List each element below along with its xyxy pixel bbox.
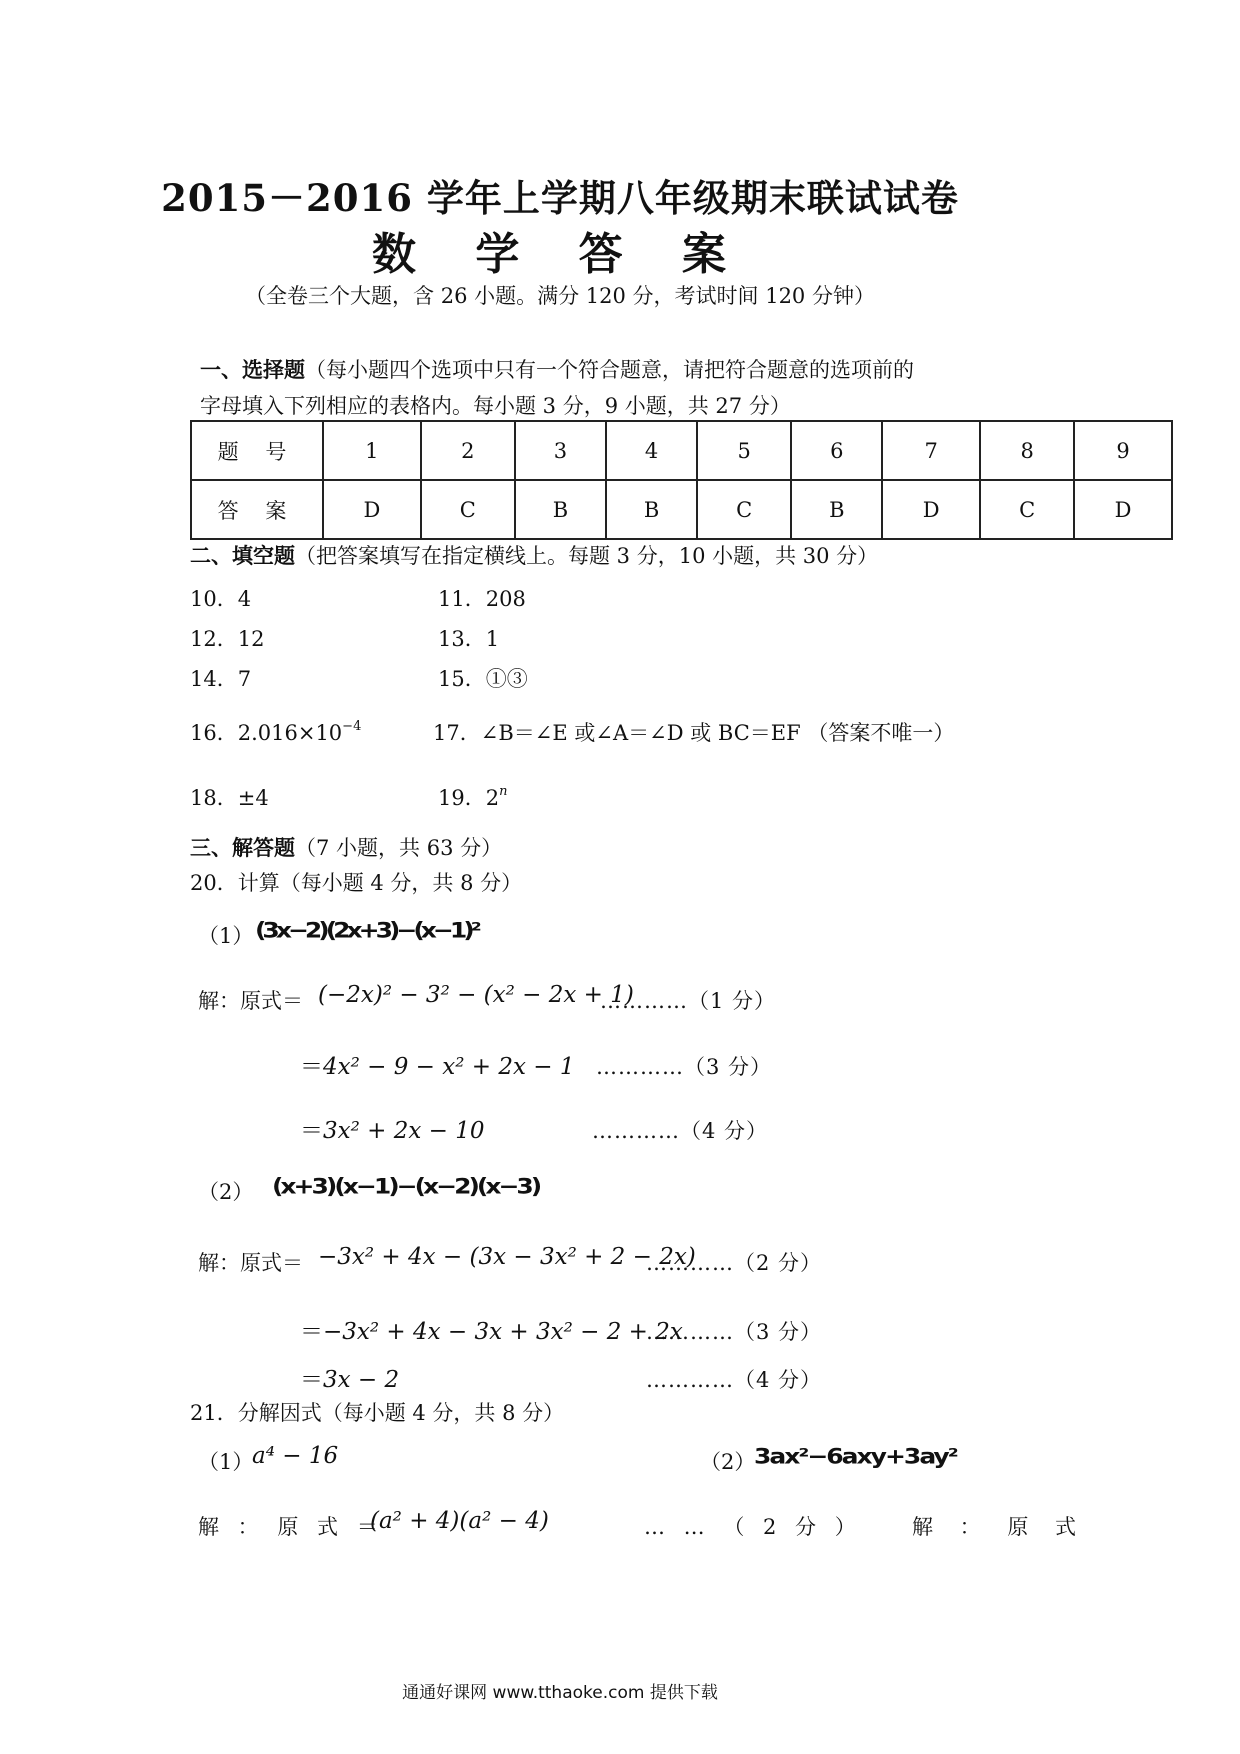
fill-answer-17: 17．∠B＝∠E 或∠A＝∠D 或 BC＝EF （答案不唯一）	[433, 721, 955, 745]
fill-answer-19-exponent: n	[499, 784, 508, 799]
answer-cell: C	[421, 480, 515, 539]
section1-desc-line1: （每小题四个选项中只有一个符合题意，请把符合题意的选项前的	[305, 358, 914, 382]
footer-watermark: 通通好课网 www.tthaoke.com 提供下载	[402, 1683, 718, 1703]
question-number-cell: 4	[606, 421, 697, 480]
fill-answer-14: 14．7	[190, 667, 252, 691]
section3-title: 三、解答题	[190, 835, 295, 860]
fill-answer-16-label: 16．	[190, 721, 238, 745]
fill-answer-15: 15．①③	[438, 667, 528, 691]
q20-2-line1-prefix: 解：原式＝	[198, 1251, 303, 1275]
q21-1-expression: a⁴ − 16	[252, 1443, 339, 1469]
answer-cell: D	[323, 480, 421, 539]
answer-cell: D	[882, 480, 980, 539]
q21-2-expression: 3ax²−6axy+3ay²	[754, 1444, 957, 1469]
fill-answer-16-value: 2.016×10	[237, 721, 343, 745]
q21-2-solution-prefix: 解 ： 原 式	[912, 1515, 1087, 1539]
q20-2-expression: (x+3)(x−1)−(x−2)(x−3)	[272, 1174, 540, 1199]
q20-1-line2	[300, 1048, 574, 1081]
q20-2-line1-expr: −3x² + 4x − (3x − 3x² + 2 − 2x)	[318, 1244, 696, 1270]
q20-1-line3-score: …………（4 分）	[592, 1119, 769, 1143]
q20-1-line3-expr: 3x² + 2x − 10	[323, 1118, 485, 1144]
answer-cell: C	[697, 480, 791, 539]
section3-desc: （7 小题，共 63 分）	[295, 836, 503, 860]
q20-2-line2-prefix: ＝	[300, 1319, 323, 1345]
section1-desc-line2: 字母填入下列相应的表格内。每小题 3 分，9 小题，共 27 分）	[200, 394, 791, 418]
question-number-cell: 3	[515, 421, 606, 480]
fill-answer-11: 11．208	[438, 587, 526, 611]
q20-1-line3-prefix: ＝	[300, 1118, 323, 1144]
row-header-number: 题 号	[191, 421, 323, 480]
question-number-cell: 1	[323, 421, 421, 480]
q20-1-line1-prefix: 解：原式＝	[198, 989, 303, 1013]
answer-cell: B	[515, 480, 606, 539]
fill-answer-19-value: 2	[485, 786, 500, 810]
q20-2-line3-score: …………（4 分）	[646, 1368, 823, 1392]
q20-2-line1-score: …………（2 分）	[646, 1251, 823, 1275]
q20-1-expression: (3x−2)(2x+3)−(x−1)²	[255, 918, 478, 943]
section1-title: 一、选择题	[200, 357, 305, 382]
q20-1-line2-score: …………（3 分）	[596, 1055, 773, 1079]
section1-heading	[200, 354, 914, 384]
fill-answer-16-exponent: −4	[342, 719, 362, 734]
question-number-cell: 8	[980, 421, 1074, 480]
question-number-row	[191, 421, 1172, 480]
fill-answer-19-label: 19．	[438, 786, 486, 810]
answer-row	[191, 480, 1172, 539]
choice-answer-table	[190, 420, 1173, 540]
question-number-cell: 2	[421, 421, 515, 480]
section2-desc: （把答案填写在指定横线上。每题 3 分，10 小题，共 30 分）	[295, 544, 879, 568]
fill-answer-16	[190, 717, 361, 747]
q20-2-label: （2）	[198, 1180, 254, 1204]
answer-cell: C	[980, 480, 1074, 539]
answer-cell: B	[791, 480, 882, 539]
exam-title: 2015－2016 学年上学期八年级期末联试试卷	[161, 176, 959, 220]
q21-1-solution-score: … … （ 2 分 ）	[644, 1515, 862, 1539]
q21-2-label: （2）	[700, 1450, 756, 1474]
fill-answer-18: 18．±4	[190, 786, 269, 810]
fill-answer-10: 10．4	[190, 587, 252, 611]
question-number-cell: 9	[1074, 421, 1172, 480]
q20-1-line3	[300, 1112, 484, 1145]
question-number-cell: 5	[697, 421, 791, 480]
fill-answer-13: 13．1	[438, 627, 500, 651]
section2-heading	[190, 540, 878, 570]
answer-cell: B	[606, 480, 697, 539]
q20-1-line1-expr: (−2x)² − 3² − (x² − 2x + 1)	[318, 982, 634, 1008]
q20-2-line2	[300, 1313, 683, 1346]
fill-answer-19	[438, 782, 507, 812]
q20-2-line2-score: …………（3 分）	[646, 1320, 823, 1344]
q21-title: 21．分解因式（每小题 4 分，共 8 分）	[190, 1401, 565, 1425]
q20-2-line3-prefix: ＝	[300, 1367, 323, 1393]
section3-heading	[190, 832, 502, 862]
q20-1-line2-expr: 4x² − 9 − x² + 2x − 1	[323, 1054, 575, 1080]
q20-1-line1-score: …………（1 分）	[600, 989, 777, 1013]
q21-1-solution-prefix: 解 ： 原 式 ＝	[198, 1515, 384, 1539]
row-header-answer: 答 案	[191, 480, 323, 539]
answer-cell: D	[1074, 480, 1172, 539]
exam-note: （全卷三个大题，含 26 小题。满分 120 分，考试时间 120 分钟）	[245, 284, 875, 308]
q20-2-line3	[300, 1361, 399, 1394]
question-number-cell: 6	[791, 421, 882, 480]
q20-1-line2-prefix: ＝	[300, 1054, 323, 1080]
subject-title: 数 学 答 案	[372, 229, 748, 280]
q21-1-solution-expr: (a² + 4)(a² − 4)	[370, 1508, 549, 1534]
q20-1-label: （1）	[198, 924, 254, 948]
q21-1-label: （1）	[198, 1450, 254, 1474]
q20-title: 20．计算（每小题 4 分，共 8 分）	[190, 871, 523, 895]
q20-2-line2-expr: −3x² + 4x − 3x + 3x² − 2 + 2x	[323, 1319, 683, 1345]
question-number-cell: 7	[882, 421, 980, 480]
fill-answer-12: 12．12	[190, 627, 265, 651]
section2-title: 二、填空题	[190, 543, 295, 568]
q20-2-line3-expr: 3x − 2	[323, 1367, 400, 1393]
